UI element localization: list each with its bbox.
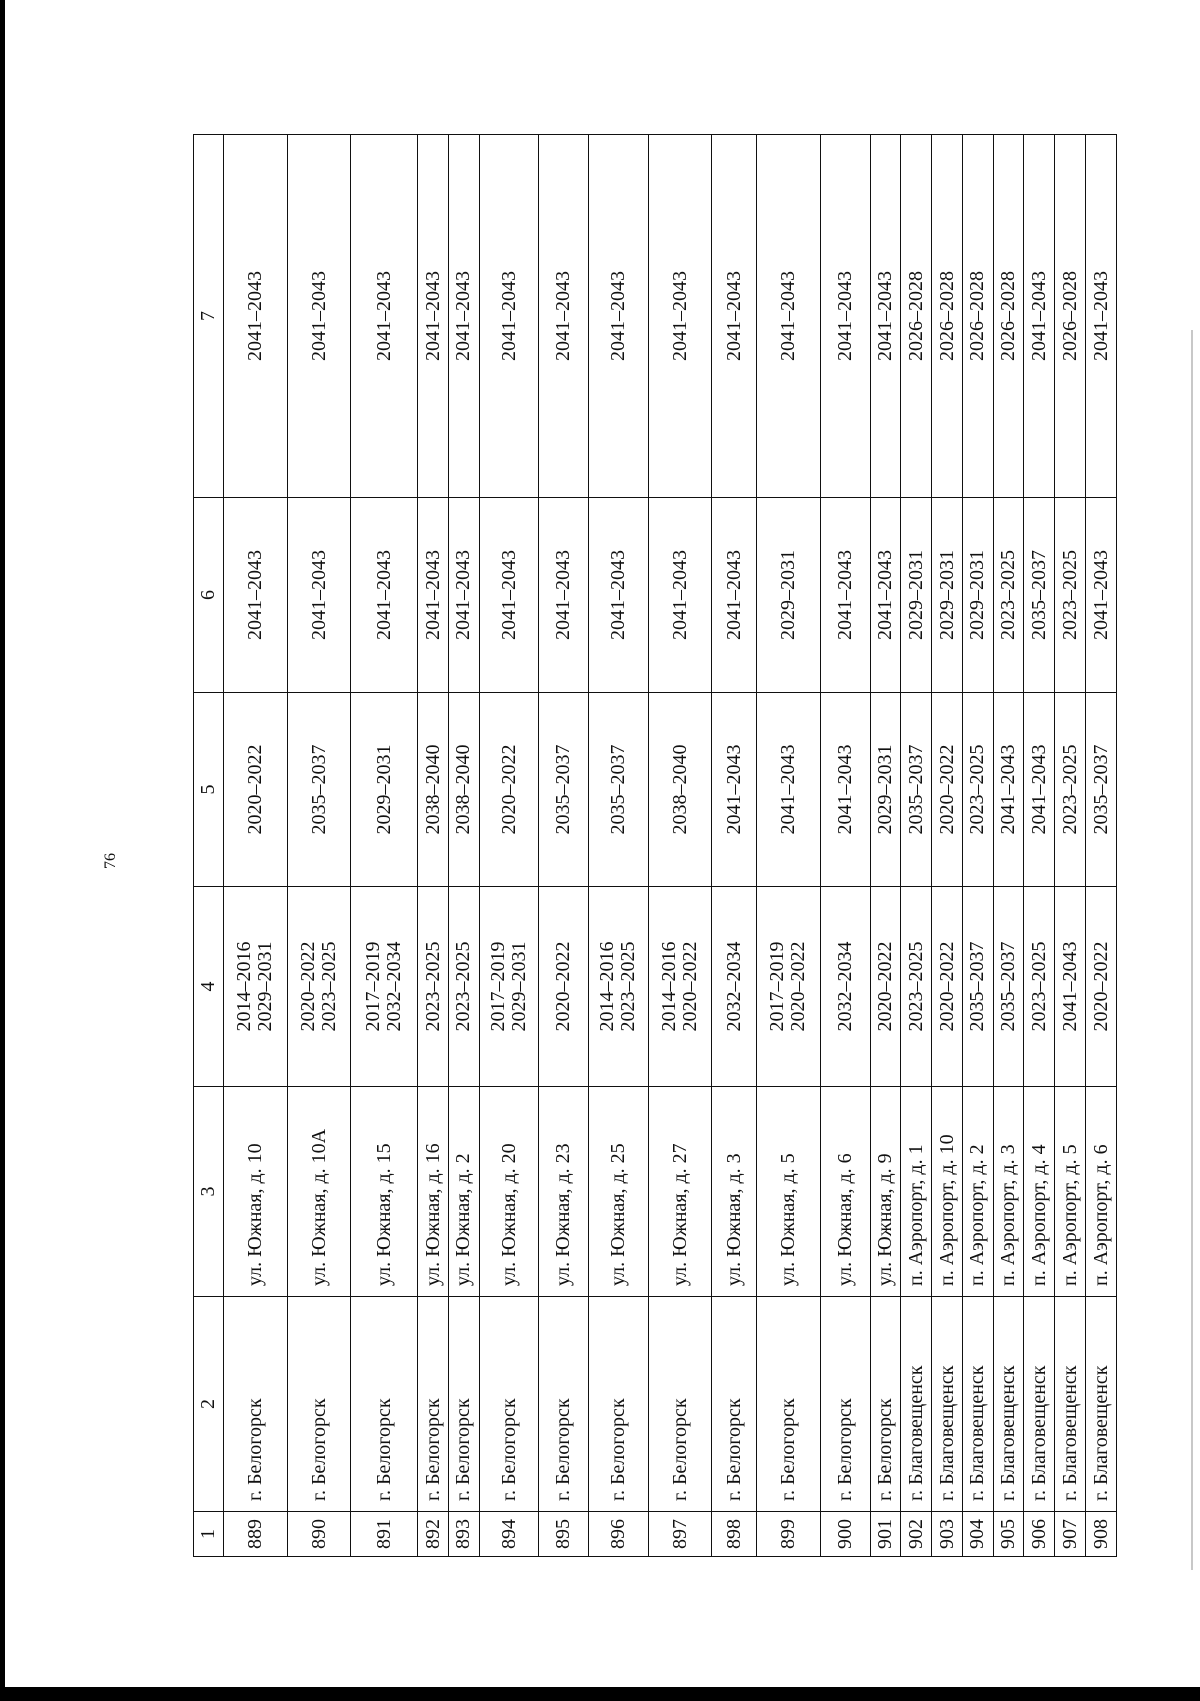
cell-period-col5: 2020–2022: [479, 693, 538, 887]
cell-period-col7: 2041–2043: [648, 135, 712, 498]
cell-period-col4: [712, 887, 757, 1087]
cell-period-col6: 2029–2031: [901, 498, 932, 693]
cell-period-col4: [1055, 887, 1086, 1087]
cell-period-col7: 2041–2043: [479, 135, 538, 498]
scan-edge-right: [1191, 330, 1193, 1570]
cell-period-col6: 2023–2025: [993, 498, 1024, 693]
header-col-7: 7: [194, 135, 224, 498]
period-line: 2020–2022: [787, 941, 810, 1032]
cell-period-col4: [820, 887, 870, 1087]
cell-number: 903: [932, 1512, 963, 1557]
cell-city: г. Благовещенск: [932, 1297, 963, 1512]
cell-period-col5: 2041–2043: [993, 693, 1024, 887]
cell-address: ул. Южная, д. 5: [756, 1087, 820, 1297]
cell-city: г. Благовещенск: [901, 1297, 932, 1512]
period-line: 2023–2025: [421, 941, 444, 1032]
cell-period-col7: 2026–2028: [962, 135, 993, 498]
cell-period-col6: 2041–2043: [449, 498, 480, 693]
cell-number: 902: [901, 1512, 932, 1557]
cell-number: 906: [1024, 1512, 1055, 1557]
cell-address: ул. Южная, д. 15: [351, 1087, 418, 1297]
cell-period-col6: 2029–2031: [962, 498, 993, 693]
cell-period-col5: 2035–2037: [287, 693, 351, 887]
table-row: [1055, 135, 1086, 1557]
period-line: 2032–2034: [833, 941, 856, 1032]
cell-address: ул. Южная, д. 9: [870, 1087, 901, 1297]
cell-city: г. Белогорск: [418, 1297, 449, 1512]
period-line: 2020–2022: [297, 941, 320, 1032]
cell-period-col4: [479, 887, 538, 1087]
cell-period-col5: 2023–2025: [1055, 693, 1086, 887]
cell-period-col6: 2041–2043: [1086, 498, 1117, 693]
cell-period-col4: [962, 887, 993, 1087]
table-body: [224, 135, 1117, 1557]
table-row: [287, 135, 351, 1557]
period-line: 2029–2031: [508, 941, 531, 1032]
cell-number: 899: [756, 1512, 820, 1557]
cell-period-col5: 2038–2040: [648, 693, 712, 887]
table-row: [993, 135, 1024, 1557]
cell-city: г. Белогорск: [870, 1297, 901, 1512]
cell-period-col7: 2026–2028: [901, 135, 932, 498]
cell-period-col7: 2041–2043: [224, 135, 288, 498]
cell-period-col6: 2041–2043: [539, 498, 589, 693]
cell-address: ул. Южная, д. 6: [820, 1087, 870, 1297]
cell-period-col5: 2035–2037: [901, 693, 932, 887]
cell-period-col4: [756, 887, 820, 1087]
cell-address: ул. Южная, д. 10: [224, 1087, 288, 1297]
cell-number: 896: [589, 1512, 648, 1557]
cell-period-col5: 2041–2043: [820, 693, 870, 887]
cell-number: 904: [962, 1512, 993, 1557]
table-row: [418, 135, 449, 1557]
cell-city: г. Благовещенск: [1055, 1297, 1086, 1512]
cell-period-col6: 2041–2043: [648, 498, 712, 693]
cell-city: г. Белогорск: [589, 1297, 648, 1512]
cell-period-col5: 2020–2022: [932, 693, 963, 887]
period-line: 2035–2037: [997, 941, 1020, 1032]
cell-period-col7: 2041–2043: [449, 135, 480, 498]
table-row: [648, 135, 712, 1557]
cell-period-col7: 2026–2028: [932, 135, 963, 498]
page-number: 76: [102, 853, 119, 869]
cell-period-col4: [351, 887, 418, 1087]
cell-period-col4: [539, 887, 589, 1087]
cell-address: ул. Южная, д. 10А: [287, 1087, 351, 1297]
cell-address: ул. Южная, д. 25: [589, 1087, 648, 1297]
cell-city: г. Белогорск: [712, 1297, 757, 1512]
table-row: [539, 135, 589, 1557]
cell-period-col7: 2041–2043: [870, 135, 901, 498]
period-line: 2017–2019: [362, 941, 385, 1032]
cell-period-col6: 2041–2043: [351, 498, 418, 693]
scan-edge-bottom: [0, 1687, 1200, 1701]
cell-period-col5: 2023–2025: [962, 693, 993, 887]
cell-city: г. Белогорск: [351, 1297, 418, 1512]
cell-address: ул. Южная, д. 2: [449, 1087, 480, 1297]
cell-period-col7: 2041–2043: [1024, 135, 1055, 498]
cell-period-col6: 2041–2043: [479, 498, 538, 693]
table-row: [224, 135, 288, 1557]
table-row: [712, 135, 757, 1557]
cell-period-col4: [589, 887, 648, 1087]
cell-number: 890: [287, 1512, 351, 1557]
cell-period-col7: 2026–2028: [993, 135, 1024, 498]
cell-period-col4: [1024, 887, 1055, 1087]
header-col-1: 1: [194, 1512, 224, 1557]
period-line: 2014–2016: [658, 941, 680, 1032]
period-line: 2023–2025: [1027, 941, 1050, 1032]
cell-city: г. Благовещенск: [1086, 1297, 1117, 1512]
cell-city: г. Белогорск: [648, 1297, 712, 1512]
cell-number: 894: [479, 1512, 538, 1557]
header-col-4: 4: [194, 887, 224, 1087]
cell-period-col4: [224, 887, 288, 1087]
cell-period-col7: 2041–2043: [1086, 135, 1117, 498]
cell-period-col4: [449, 887, 480, 1087]
cell-address: п. Аэропорт, д. 10: [932, 1087, 963, 1297]
header-col-5: 5: [194, 693, 224, 887]
cell-number: 895: [539, 1512, 589, 1557]
table-row: [901, 135, 932, 1557]
table-row: [820, 135, 870, 1557]
cell-address: п. Аэропорт, д. 4: [1024, 1087, 1055, 1297]
header-row: [194, 135, 224, 1557]
cell-period-col5: 2029–2031: [351, 693, 418, 887]
cell-period-col6: 2035–2037: [1024, 498, 1055, 693]
cell-number: 905: [993, 1512, 1024, 1557]
table-row: [1024, 135, 1055, 1557]
table-row: [756, 135, 820, 1557]
cell-number: 892: [418, 1512, 449, 1557]
cell-number: 901: [870, 1512, 901, 1557]
cell-period-col6: 2029–2031: [932, 498, 963, 693]
cell-period-col5: 2038–2040: [449, 693, 480, 887]
cell-period-col5: 2035–2037: [1086, 693, 1117, 887]
cell-address: п. Аэропорт, д. 5: [1055, 1087, 1086, 1297]
period-line: 2017–2019: [766, 941, 789, 1032]
table-row: [1086, 135, 1117, 1557]
cell-period-col7: 2041–2043: [712, 135, 757, 498]
cell-period-col4: [870, 887, 901, 1087]
cell-address: п. Аэропорт, д. 6: [1086, 1087, 1117, 1297]
cell-city: г. Белогорск: [756, 1297, 820, 1512]
cell-address: ул. Южная, д. 20: [479, 1087, 538, 1297]
scan-edge-left: [0, 0, 5, 1701]
cell-period-col7: 2041–2043: [539, 135, 589, 498]
schedule-table: [193, 134, 1117, 1557]
cell-period-col4: [418, 887, 449, 1087]
cell-period-col7: 2041–2043: [756, 135, 820, 498]
period-line: 2023–2025: [452, 941, 475, 1032]
cell-address: п. Аэропорт, д. 3: [993, 1087, 1024, 1297]
cell-period-col5: 2035–2037: [539, 693, 589, 887]
cell-period-col6: 2041–2043: [589, 498, 648, 693]
cell-period-col5: 2035–2037: [589, 693, 648, 887]
period-line: 2014–2016: [596, 941, 619, 1032]
cell-number: 897: [648, 1512, 712, 1557]
period-line: 2020–2022: [679, 941, 701, 1032]
cell-period-col4: [932, 887, 963, 1087]
cell-number: 908: [1086, 1512, 1117, 1557]
cell-city: г. Белогорск: [287, 1297, 351, 1512]
cell-period-col6: 2041–2043: [870, 498, 901, 693]
cell-period-col7: 2041–2043: [418, 135, 449, 498]
cell-address: ул. Южная, д. 3: [712, 1087, 757, 1297]
table-row: [932, 135, 963, 1557]
cell-number: 907: [1055, 1512, 1086, 1557]
period-line: 2032–2034: [383, 941, 406, 1032]
cell-address: п. Аэропорт, д. 1: [901, 1087, 932, 1297]
header-col-6: 6: [194, 498, 224, 693]
cell-period-col6: 2041–2043: [418, 498, 449, 693]
cell-period-col6: 2029–2031: [756, 498, 820, 693]
cell-city: г. Благовещенск: [962, 1297, 993, 1512]
period-line: 2023–2025: [904, 941, 927, 1032]
cell-period-col5: 2038–2040: [418, 693, 449, 887]
cell-period-col7: 2041–2043: [820, 135, 870, 498]
cell-period-col4: [648, 887, 712, 1087]
cell-period-col5: 2041–2043: [712, 693, 757, 887]
cell-number: 889: [224, 1512, 288, 1557]
rotated-table-container: [193, 135, 1117, 1557]
cell-period-col6: 2041–2043: [287, 498, 351, 693]
cell-city: г. Благовещенск: [1024, 1297, 1055, 1512]
cell-period-col6: 2041–2043: [820, 498, 870, 693]
cell-period-col4: [287, 887, 351, 1087]
period-line: 2020–2022: [873, 941, 896, 1032]
cell-address: п. Аэропорт, д. 2: [962, 1087, 993, 1297]
cell-period-col6: 2041–2043: [224, 498, 288, 693]
table-row: [962, 135, 993, 1557]
header-col-3: 3: [194, 1087, 224, 1297]
period-line: 2023–2025: [318, 941, 341, 1032]
table-header: [194, 135, 224, 1557]
cell-city: г. Белогорск: [479, 1297, 538, 1512]
period-line: 2020–2022: [1089, 941, 1112, 1032]
cell-address: ул. Южная, д. 23: [539, 1087, 589, 1297]
cell-number: 891: [351, 1512, 418, 1557]
period-line: 2035–2037: [966, 941, 989, 1032]
cell-period-col5: 2041–2043: [1024, 693, 1055, 887]
period-line: 2014–2016: [233, 941, 256, 1032]
period-line: 2023–2025: [617, 941, 640, 1032]
cell-period-col7: 2041–2043: [351, 135, 418, 498]
cell-period-col7: 2026–2028: [1055, 135, 1086, 498]
cell-period-col6: 2023–2025: [1055, 498, 1086, 693]
period-line: 2020–2022: [935, 941, 958, 1032]
cell-period-col6: 2041–2043: [712, 498, 757, 693]
cell-city: г. Белогорск: [820, 1297, 870, 1512]
period-line: 2029–2031: [254, 941, 277, 1032]
cell-city: г. Благовещенск: [993, 1297, 1024, 1512]
cell-period-col4: [993, 887, 1024, 1087]
cell-period-col5: 2041–2043: [756, 693, 820, 887]
cell-city: г. Белогорск: [539, 1297, 589, 1512]
header-col-2: 2: [194, 1297, 224, 1512]
period-line: 2041–2043: [1058, 941, 1081, 1032]
table-row: [589, 135, 648, 1557]
table-row: [870, 135, 901, 1557]
table-row: [351, 135, 418, 1557]
cell-address: ул. Южная, д. 27: [648, 1087, 712, 1297]
cell-period-col4: [1086, 887, 1117, 1087]
table-row: [449, 135, 480, 1557]
cell-number: 893: [449, 1512, 480, 1557]
cell-period-col4: [901, 887, 932, 1087]
cell-period-col7: 2041–2043: [287, 135, 351, 498]
cell-number: 900: [820, 1512, 870, 1557]
cell-number: 898: [712, 1512, 757, 1557]
cell-period-col5: 2029–2031: [870, 693, 901, 887]
cell-period-col7: 2041–2043: [589, 135, 648, 498]
cell-city: г. Белогорск: [224, 1297, 288, 1512]
period-line: 2017–2019: [487, 941, 510, 1032]
table-row: [479, 135, 538, 1557]
period-line: 2020–2022: [552, 941, 575, 1032]
cell-period-col5: 2020–2022: [224, 693, 288, 887]
cell-city: г. Белогорск: [449, 1297, 480, 1512]
cell-address: ул. Южная, д. 16: [418, 1087, 449, 1297]
period-line: 2032–2034: [722, 941, 745, 1032]
